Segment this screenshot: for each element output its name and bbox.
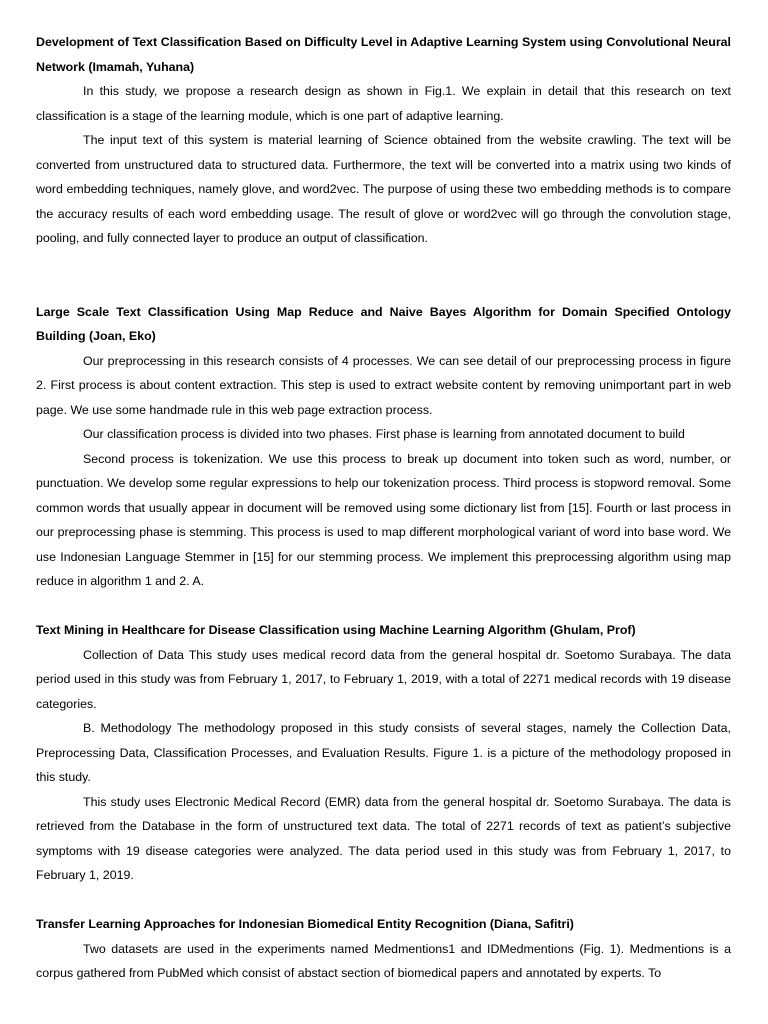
section-text-classification-difficulty: [36, 30, 731, 251]
paragraph: Our preprocessing in this research consists of 4 processes. We can see detail of our preprocessing process in figure 2. First process is about content extraction. This step is used to extract website content by removing unimportant part in web page. We use some handmade rule in this web page extraction process.: [36, 353, 731, 417]
section-text-mining-healthcare: [36, 618, 731, 888]
paragraph: In this study, we propose a research design as shown in Fig.1. We explain in detail that this research on text classification is a stage of the learning module, which is one part of adaptive learning.: [36, 84, 731, 123]
paragraph: Two datasets are used in the experiments named Medmentions1 and IDMedmentions (Fig. 1). Medmentions is a corpus gathered from PubMed which consist of abstact section of biomedical papers and annotated by experts. To: [36, 941, 731, 980]
section-transfer-learning-biomedical: [36, 912, 731, 986]
paragraph: The input text of this system is material learning of Science obtained from the website crawling. The text will be converted from unstructured data to structured data. Furthermore, the text will be converted into a matrix using two kinds of word embedding techniques, namely glove, and word2vec. The purpose of using these two embedding methods is to compare the accuracy results of each word embedding usage. The result of glove or word2vec will go through the convolution stage, pooling, and fully connected layer to produce an output of classification.: [36, 133, 731, 245]
section-title: Transfer Learning Approaches for Indonesian Biomedical Entity Recognition (Diana, Safitri): [36, 917, 574, 931]
section-title: Large Scale Text Classification Using Map Reduce and Naive Bayes Algorithm for Domain Specified Ontology Building (Joan, Eko): [36, 304, 731, 343]
paragraph: Our classification process is divided into two phases. First phase is learning from annotated document to build: [83, 427, 685, 441]
section-spacer: [36, 888, 731, 913]
document-body: [36, 30, 731, 986]
paragraph: Second process is tokenization. We use this process to break up document into token such as word, number, or punctuation. We develop some regular expressions to help our tokenization process. Third process is stopword removal. Some common words that usually appear in document will be removed using some dictionary list from [15]. Fourth or last process in our preprocessing phase is stemming. This process is used to map different morphological variant of word into base word. We use Indonesian Language Stemmer in [15] for our stemming process. We implement this preprocessing algorithm using map reduce in algorithm 1 and 2. A.: [36, 451, 731, 588]
section-spacer: [36, 251, 731, 300]
section-map-reduce-naive-bayes: [36, 300, 731, 594]
paragraph: This study uses Electronic Medical Record (EMR) data from the general hospital dr. Soetomo Surabaya. The data is retrieved from the Database in the form of unstructured text data. The total of 2271 records of text as patient’s subjective symptoms with 19 disease categories were analyzed. The data period used in this study was from February 1, 2017, to February 1, 2019.: [36, 794, 731, 882]
section-title: Text Mining in Healthcare for Disease Classification using Machine Learning Algorithm (Ghulam, Prof): [36, 623, 636, 637]
section-title: Development of Text Classification Based on Difficulty Level in Adaptive Learning System using Convolutional Neural Network (Imamah, Yuhana): [36, 35, 731, 74]
section-spacer: [36, 594, 731, 619]
paragraph: B. Methodology The methodology proposed in this study consists of several stages, namely the Collection Data, Preprocessing Data, Classification Processes, and Evaluation Results. Figure 1. is a picture of the methodology proposed in this study.: [36, 721, 731, 784]
paragraph: Collection of Data This study uses medical record data from the general hospital dr. Soetomo Surabaya. The data period used in this study was from February 1, 2017, to February 1, 2019, with a total of 2271 medical records with 19 disease categories.: [36, 647, 731, 711]
